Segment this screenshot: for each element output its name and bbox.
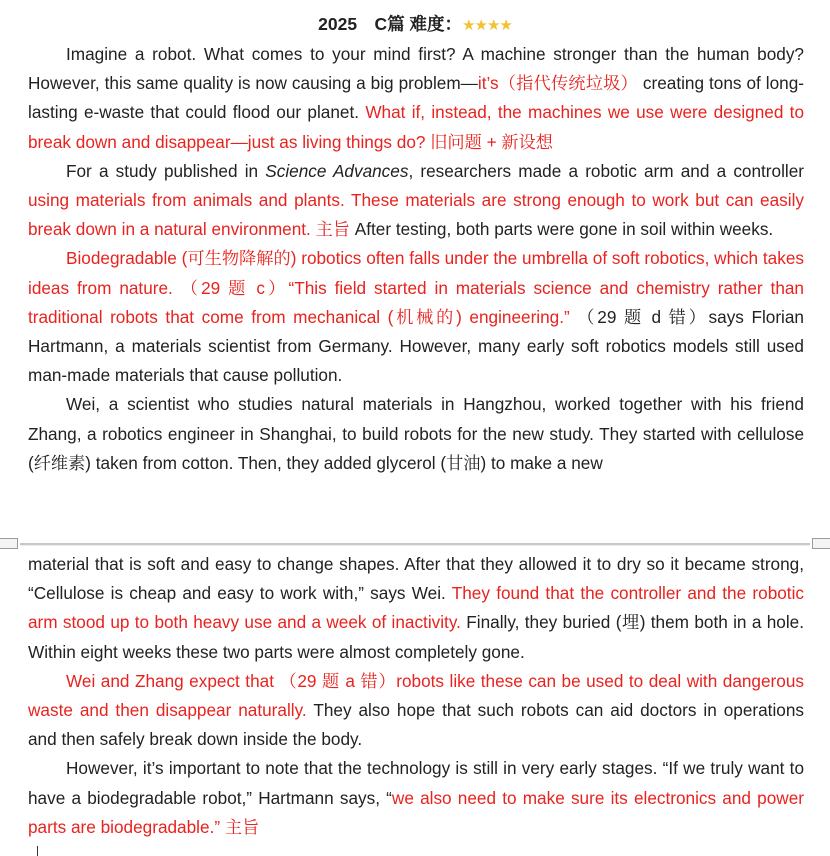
p3-text-b: （29 题 d 错）says Florian Hartmann, a materials scientist from Germany. However, many early soft robotics models still used man-made materials that cause pollution. [28,306,804,386]
paragraph-2 [28,157,804,245]
p2-journal-name: Science Advances [265,160,409,181]
page-break-line [20,543,810,546]
p2-text-a: For a study published in [66,160,266,181]
document-title [0,12,830,36]
p2-text-d: After testing, both parts were gone in soil within weeks. [349,219,774,240]
p7-text-a: However, it’s important to note that the technology is still in very early stages. “If we truly want to have a biodegradable robot,” Hartmann says, “ [28,758,804,808]
page-one [28,40,804,478]
p5-highlight-result: They found that the controller and the robotic arm stood up to both heavy use and a week of inactivity. [28,583,804,633]
p1-highlight-question: What if, instead, the machines we use were designed to break down and disappear—just as living things do? 旧问题 + 新设想 [28,102,805,152]
text-cursor [37,846,38,856]
p7-highlight-main-idea: we also need to make sure its electronics and power parts are biodegradable.” 主旨 [28,787,804,837]
page-break-right-handle-icon[interactable] [812,538,830,549]
paragraph-5 [28,550,804,667]
p2-text-b: , researchers made a robotic arm and a controller [408,160,805,181]
page-two [28,550,804,842]
page-break-left-handle-icon[interactable] [0,538,18,549]
p1-text-a: Imagine a robot. What comes to your mind first? A machine stronger than the human body? However, this same quality is now causing a big problem— [28,44,804,94]
difficulty-stars-icon: ★★★★ [462,17,512,34]
p1-text-c: creating tons of long-lasting e-waste that could flood our planet. [28,73,805,123]
p4-text-a: Wei, a scientist who studies natural materials in Hangzhou, worked together with his friend Zhang, a robotics engineer in Shanghai, to build robots for the new study. They started with cellulose (纤维素) taken from cotton. Then, they added glycerol (甘油) to make a new [28,394,804,473]
p6-highlight-expectation: Wei and Zhang expect that （29 题 a 错）robots like these can be used to deal with dangerous waste and then disappear naturally. [28,670,804,721]
paragraph-4 [28,390,804,478]
page-break-divider[interactable] [0,541,830,549]
p1-annotation-it: it’s（指代传统垃圾） [477,73,638,94]
paragraph-7 [28,754,804,842]
p3-highlight-quote: Biodegradable (可生物降解的) robotics often falls under the umbrella of soft robotics, which takes ideas from nature. （29 题 c）“This field started in materials science and chemistry rather than traditional robots that come from mechanical (机械的) engineering.” [28,248,804,327]
paragraph-3 [28,244,804,390]
p5-text-c: Finally, they buried (埋) them both in a hole. Within eight weeks these two parts were almost completely gone. [28,612,804,662]
p2-highlight-main-idea: using materials from animals and plants. These materials are strong enough to work but can easily break down in a natural environment. 主旨 [28,190,804,240]
p5-text-a: material that is soft and easy to change shapes. After that they allowed it to dry so it became strong, “Cellulose is cheap and easy to work with,” says Wei. [28,554,804,604]
p6-text-b: They also hope that such robots can aid doctors in operations and then safely break down inside the body. [28,700,804,750]
paragraph-6 [28,667,804,755]
title-text: 2025 C篇 难度： [318,14,463,34]
paragraph-1 [28,40,804,157]
